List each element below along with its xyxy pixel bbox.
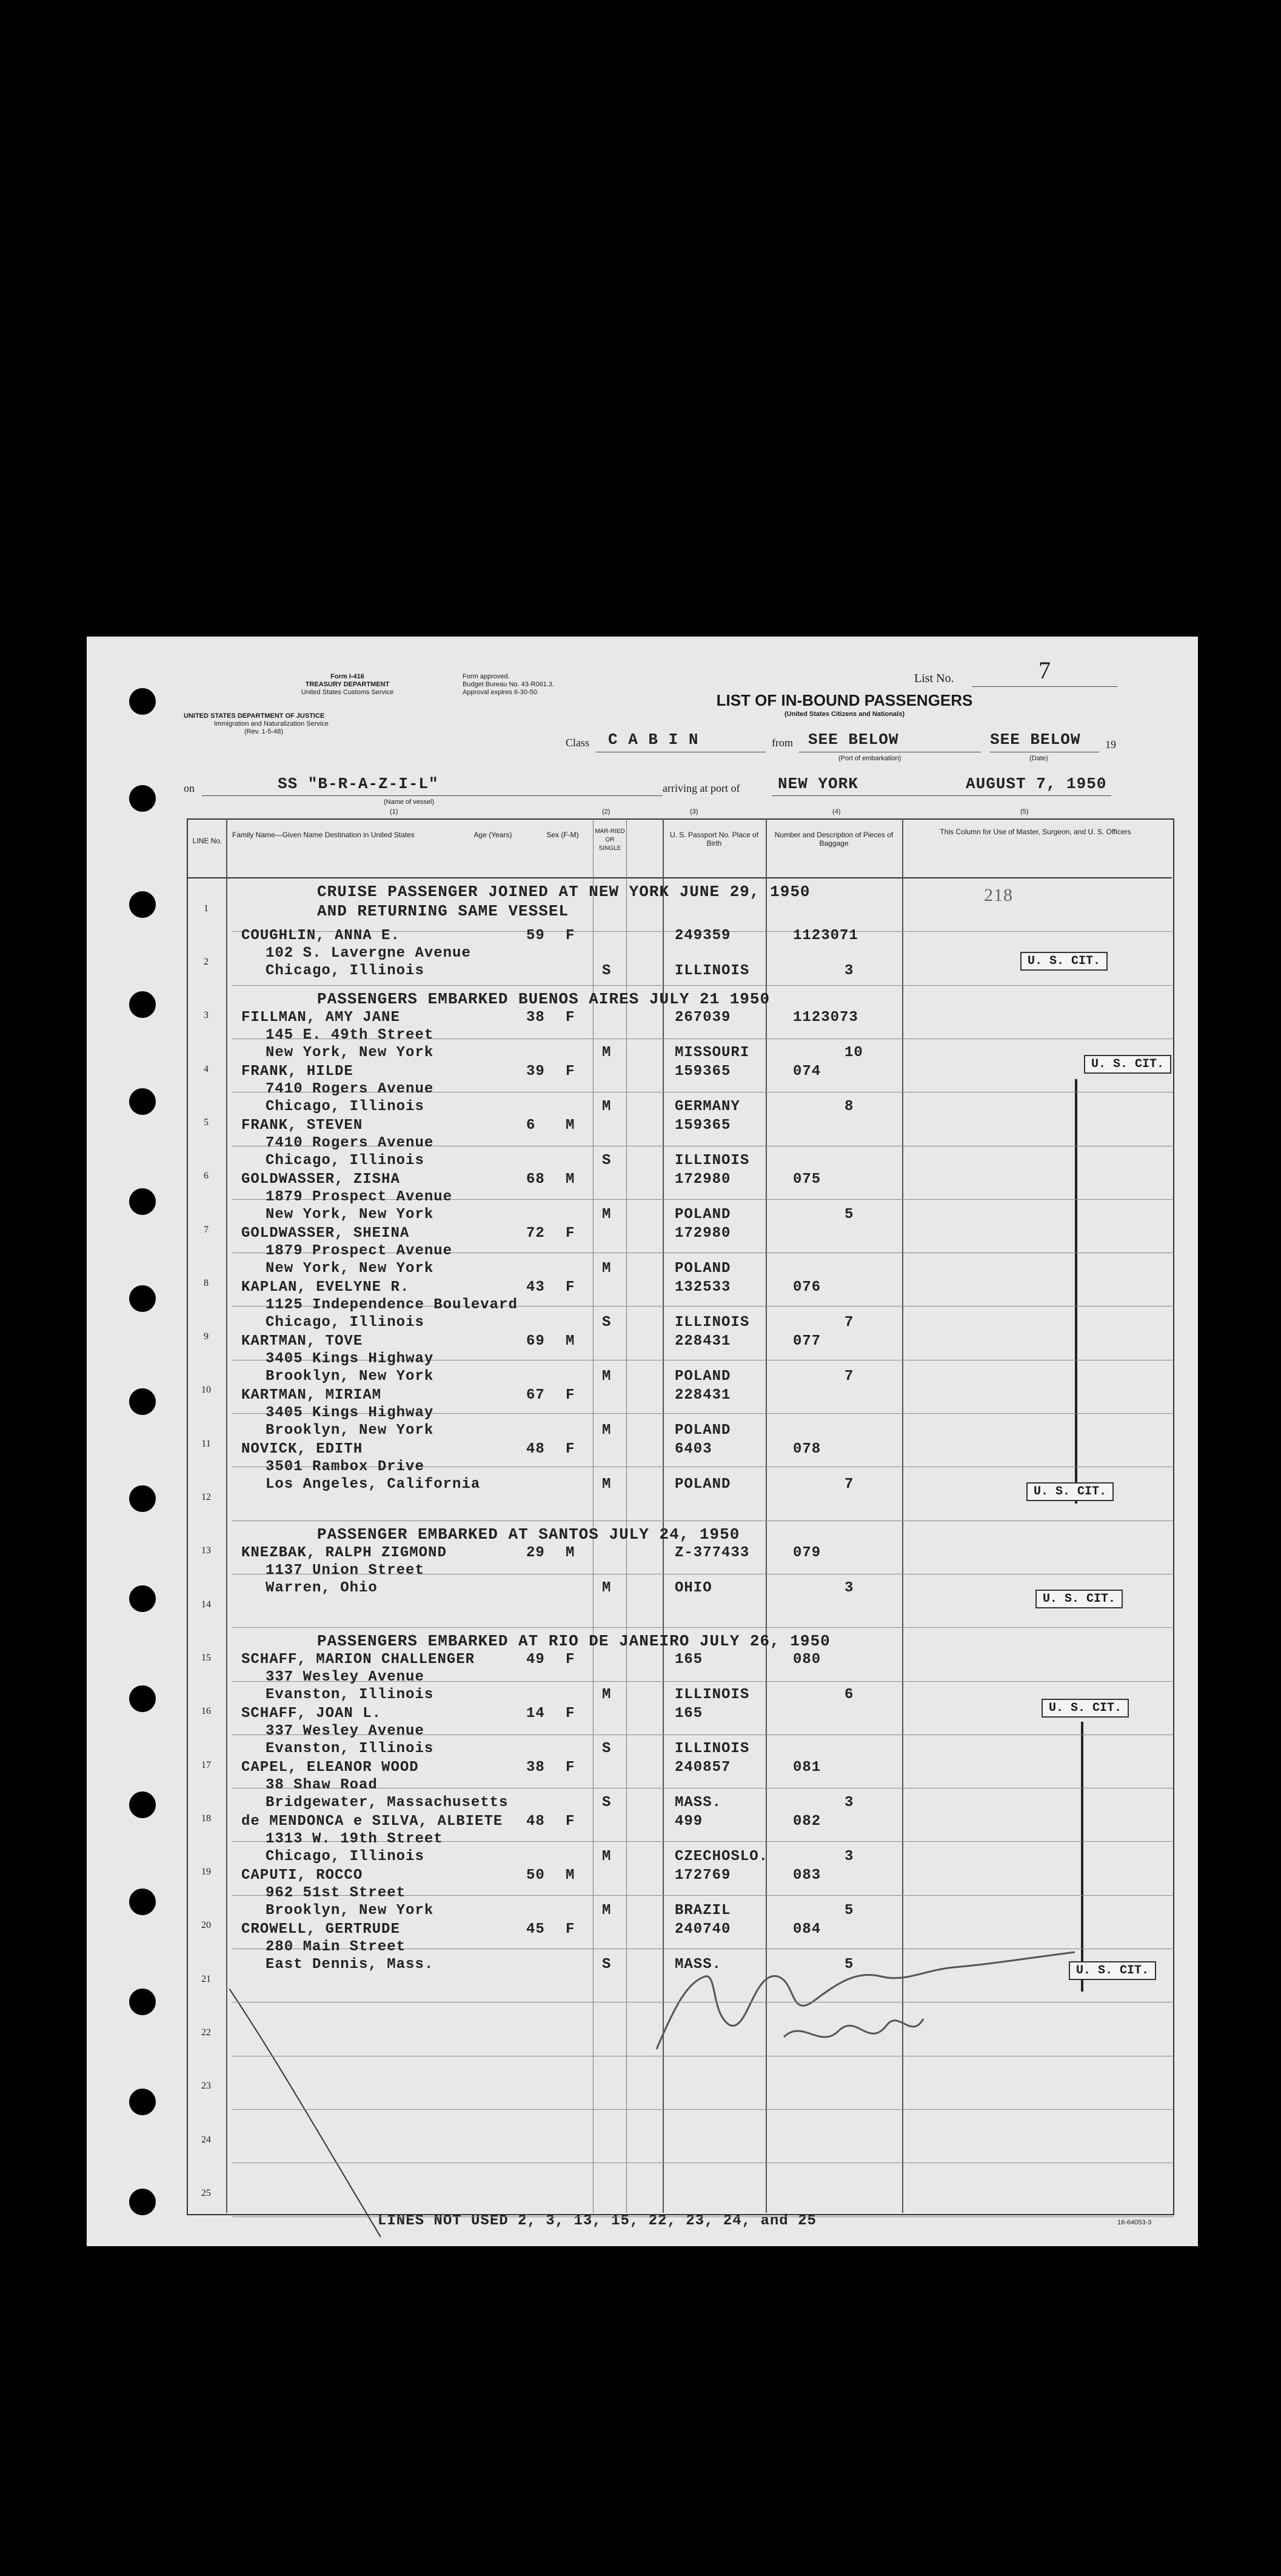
baggage-number: 083 [793, 1867, 821, 1884]
place-of-birth: OHIO [675, 1579, 712, 1596]
baggage-count: 3 [845, 1579, 854, 1596]
place-of-birth: POLAND [675, 1206, 731, 1223]
passport-number: 249359 [675, 928, 731, 944]
baggage-number: 078 [793, 1440, 821, 1457]
marital-status: S [602, 1956, 612, 1973]
baggage-number: 074 [793, 1063, 821, 1080]
passenger-address: 1879 Prospect Avenue [266, 1242, 453, 1259]
passenger-sex: F [566, 1759, 575, 1776]
passenger-sex: F [566, 1063, 575, 1080]
passport-number: 165 [675, 1651, 703, 1668]
col-num-2: (2) [602, 808, 610, 815]
line-number: 22 [201, 2027, 211, 2038]
marital-status: M [602, 1044, 612, 1061]
us-cit-stamp: U. S. CIT. [1042, 1699, 1129, 1718]
baggage-count: 3 [845, 963, 854, 979]
punch-hole [129, 1989, 156, 2015]
place-of-birth: ILLINOIS [675, 963, 750, 979]
passenger-name: KNEZBAK, RALPH ZIGMOND [241, 1544, 447, 1561]
section-header-sub: AND RETURNING SAME VESSEL [317, 902, 569, 920]
list-no-label: List No. [914, 672, 954, 685]
passenger-age: 72 [526, 1225, 545, 1242]
us-cit-stamp: U. S. CIT. [1020, 952, 1108, 971]
passenger-city: Bridgewater, Massachusetts [266, 1795, 509, 1812]
line-number: 14 [201, 1599, 211, 1610]
passenger-sex: M [566, 1171, 575, 1188]
manifest-page [87, 637, 1198, 2246]
passenger-name: FRANK, STEVEN [241, 1117, 363, 1134]
us-cit-stamp: U. S. CIT. [1069, 1961, 1156, 1980]
line-number: 2 [204, 957, 209, 968]
passenger-name: FRANK, HILDE [241, 1063, 353, 1080]
marital-status: M [602, 1687, 612, 1704]
place-of-birth: ILLINOIS [675, 1687, 750, 1704]
baggage-number: 082 [793, 1813, 821, 1830]
passenger-sex: F [566, 1009, 575, 1026]
line-number: 24 [201, 2134, 211, 2145]
page-subtitle: (United States Citizens and Nationals) [784, 711, 905, 718]
line-number: 25 [201, 2187, 211, 2198]
line-number: 10 [201, 1385, 211, 1396]
passenger-name: KARTMAN, TOVE [241, 1333, 363, 1350]
punch-hole [129, 1188, 156, 1215]
passport-number: 132533 [675, 1279, 731, 1296]
baggage-number: 084 [793, 1921, 821, 1938]
marital-status: M [602, 1902, 612, 1919]
punch-hole [129, 1585, 156, 1612]
baggage-number: 076 [793, 1279, 821, 1296]
passenger-sex: F [566, 1651, 575, 1668]
marital-status: S [602, 1152, 612, 1169]
passenger-name: COUGHLIN, ANNA E. [241, 928, 400, 944]
passenger-address: 7410 Rogers Avenue [266, 1134, 434, 1151]
passenger-age: 29 [526, 1544, 545, 1561]
us-cit-stamp: U. S. CIT. [1084, 1055, 1171, 1074]
passenger-sex: M [566, 1117, 575, 1134]
passenger-address: 38 Shaw Road [266, 1777, 378, 1794]
form-approved: Form approved. [463, 673, 510, 680]
baggage-number: 081 [793, 1759, 821, 1776]
col-line-no: LINE No. [192, 837, 222, 845]
passenger-age: 59 [526, 928, 545, 944]
col-num-1: (1) [390, 808, 398, 815]
punch-hole [129, 688, 156, 715]
passenger-sex: M [566, 1867, 575, 1884]
section-header: PASSENGERS EMBARKED BUENOS AIRES JULY 21 1950 [317, 989, 771, 1008]
passenger-sex: M [566, 1544, 575, 1561]
marital-status: S [602, 1795, 612, 1812]
place-of-birth: GERMANY [675, 1098, 740, 1115]
baggage-number: 080 [793, 1651, 821, 1668]
line-number: 13 [201, 1545, 211, 1556]
passenger-name: CAPUTI, ROCCO [241, 1867, 363, 1884]
passenger-sex: F [566, 928, 575, 944]
baggage-count: 10 [845, 1044, 863, 1061]
punch-hole [129, 1791, 156, 1818]
passenger-city: Chicago, Illinois [266, 963, 424, 979]
cruise-count: 218 [984, 885, 1013, 905]
passport-number: 267039 [675, 1009, 731, 1026]
passport-number: 165 [675, 1705, 703, 1722]
passenger-sex: F [566, 1387, 575, 1403]
passenger-age: 6 [526, 1117, 536, 1134]
passenger-address: 3405 Kings Highway [266, 1404, 434, 1421]
passenger-age: 48 [526, 1813, 545, 1830]
col-baggage: Number and Description of Pieces of Baggage [774, 831, 894, 848]
col-num-5: (5) [1020, 808, 1029, 815]
passenger-address: 337 Wesley Avenue [266, 1669, 424, 1686]
marital-status: S [602, 1314, 612, 1331]
date-caption: (Date) [1029, 755, 1048, 762]
col-sex: Sex (F-M) [546, 831, 579, 839]
passenger-address: 1879 Prospect Avenue [266, 1188, 453, 1205]
passenger-city: New York, New York [266, 1206, 434, 1223]
marital-status: M [602, 1422, 612, 1439]
baggage-count: 3 [845, 1848, 854, 1865]
col-official: This Column for Use of Master, Surgeon, and U. S. Officers [940, 828, 1131, 836]
passenger-sex: F [566, 1813, 575, 1830]
from-label: from [772, 737, 793, 749]
col-passport: U. S. Passport No. Place of Birth [669, 831, 759, 848]
line-number: 6 [204, 1171, 209, 1182]
place-of-birth: POLAND [675, 1422, 731, 1439]
customs-service: United States Customs Service [301, 689, 394, 696]
baggage-number: 075 [793, 1171, 821, 1188]
line-number: 20 [201, 1920, 211, 1931]
passenger-city: Chicago, Illinois [266, 1848, 424, 1865]
ins-heading: Immigration and Naturalization Service [214, 720, 329, 728]
marital-status: S [602, 1741, 612, 1758]
punch-hole [129, 2089, 156, 2115]
us-cit-stamp: U. S. CIT. [1026, 1482, 1114, 1501]
place-of-birth: ILLINOIS [675, 1152, 750, 1169]
passenger-age: 43 [526, 1279, 545, 1296]
passenger-address: 1313 W. 19th Street [266, 1831, 443, 1848]
punch-hole [129, 1889, 156, 1915]
passenger-age: 14 [526, 1705, 545, 1722]
from-value: SEE BELOW [808, 731, 899, 749]
passenger-sex: F [566, 1921, 575, 1938]
baggage-count: 6 [845, 1687, 854, 1704]
approval-expires: Approval expires 6-30-50. [463, 689, 539, 696]
passenger-age: 68 [526, 1171, 545, 1188]
passenger-age: 38 [526, 1759, 545, 1776]
passenger-city: Brooklyn, New York [266, 1422, 434, 1439]
marital-status: M [602, 1260, 612, 1277]
section-header: CRUISE PASSENGER JOINED AT NEW YORK JUNE 29, 1950 [317, 883, 811, 901]
passenger-city: Brooklyn, New York [266, 1902, 434, 1919]
passenger-city: Brooklyn, New York [266, 1368, 434, 1385]
line-number: 15 [201, 1652, 211, 1663]
page-title: LIST OF IN-BOUND PASSENGERS [716, 691, 973, 709]
passenger-city: Chicago, Illinois [266, 1098, 424, 1115]
diagonal-strike [229, 1989, 387, 2243]
marital-status: M [602, 1848, 612, 1865]
passport-number: 172769 [675, 1867, 731, 1884]
line-number: 12 [201, 1492, 211, 1503]
passenger-city: Chicago, Illinois [266, 1314, 424, 1331]
punch-hole [129, 1088, 156, 1115]
passenger-age: 67 [526, 1387, 545, 1403]
place-of-birth: MASS. [675, 1795, 722, 1812]
place-of-birth: MASS. [675, 1956, 722, 1973]
passenger-name: KAPLAN, EVELYNE R. [241, 1279, 410, 1296]
passenger-name: SCHAFF, MARION CHALLENGER [241, 1651, 475, 1668]
port-arrival: NEW YORK [778, 775, 858, 793]
line-number: 4 [204, 1063, 209, 1074]
passenger-name: CROWELL, GERTRUDE [241, 1921, 400, 1938]
passenger-name: CAPEL, ELEANOR WOOD [241, 1759, 419, 1776]
passenger-city: Evanston, Illinois [266, 1741, 434, 1758]
passenger-name: de MENDONCA e SILVA, ALBIETE [241, 1813, 503, 1830]
line-number: 3 [204, 1010, 209, 1021]
passport-number: 499 [675, 1813, 703, 1830]
row-divider [232, 985, 1174, 986]
passenger-age: 39 [526, 1063, 545, 1080]
passenger-age: 48 [526, 1440, 545, 1457]
passenger-sex: M [566, 1333, 575, 1350]
arrival-date: AUGUST 7, 1950 [966, 775, 1107, 793]
baggage-count: 8 [845, 1098, 854, 1115]
doj-heading: UNITED STATES DEPARTMENT OF JUSTICE [184, 712, 325, 720]
baggage-count: 7 [845, 1476, 854, 1493]
marital-status: M [602, 1098, 612, 1115]
section-header: PASSENGER EMBARKED AT SANTOS JULY 24, 1950 [317, 1525, 740, 1544]
baggage-count: 7 [845, 1368, 854, 1385]
passenger-age: 45 [526, 1921, 545, 1938]
marital-status: M [602, 1368, 612, 1385]
port-embark-caption: (Port of embarkation) [838, 755, 901, 762]
lines-not-used: LINES NOT USED 2, 3, 13, 15, 22, 23, 24, and 25 [378, 2213, 817, 2229]
place-of-birth: POLAND [675, 1476, 731, 1493]
passport-number: 172980 [675, 1171, 731, 1188]
baggage-number: 079 [793, 1544, 821, 1561]
passenger-name: NOVICK, EDITH [241, 1440, 363, 1457]
place-of-birth: BRAZIL [675, 1902, 731, 1919]
passenger-city: Chicago, Illinois [266, 1152, 424, 1169]
passport-number: 159365 [675, 1063, 731, 1080]
marital-status: M [602, 1579, 612, 1596]
col-name: Family Name—Given Name Destination in United States [232, 831, 415, 839]
line-number: 5 [204, 1117, 209, 1128]
place-of-birth: POLAND [675, 1368, 731, 1385]
marital-status: M [602, 1206, 612, 1223]
baggage-count: 5 [845, 1902, 854, 1919]
arriving-label: arriving at port of [663, 782, 740, 794]
punch-hole [129, 785, 156, 812]
passport-number: 159365 [675, 1117, 731, 1134]
place-of-birth: CZECHOSLO. [675, 1848, 769, 1865]
punch-hole [129, 991, 156, 1018]
baggage-count: 7 [845, 1314, 854, 1331]
class-value: C A B I N [608, 731, 699, 749]
line-number: 18 [201, 1813, 211, 1824]
line-number: 23 [201, 2081, 211, 2092]
line-number: 9 [204, 1331, 209, 1342]
list-number: 7 [1039, 657, 1051, 684]
class-label: Class [566, 737, 590, 749]
punch-hole [129, 2189, 156, 2215]
section-header: PASSENGERS EMBARKED AT RIO DE JANEIRO JULY 26, 1950 [317, 1632, 831, 1651]
passenger-city: Los Angeles, California [266, 1476, 481, 1493]
vessel-caption: (Name of vessel) [384, 798, 435, 806]
officer-signature [638, 1934, 1099, 2073]
line-number: 1 [204, 903, 209, 914]
passport-number: 228431 [675, 1333, 731, 1350]
date-value: SEE BELOW [990, 731, 1081, 749]
passenger-name: SCHAFF, JOAN L. [241, 1705, 382, 1722]
passenger-address: 3405 Kings Highway [266, 1350, 434, 1367]
place-of-birth: POLAND [675, 1260, 731, 1277]
passport-number: 172980 [675, 1225, 731, 1242]
revision: (Rev. 1-5-48) [244, 728, 283, 735]
punch-hole [129, 1285, 156, 1312]
passenger-city: East Dennis, Mass. [266, 1956, 434, 1973]
passenger-address: 280 Main Street [266, 1939, 406, 1956]
col-num-3: (3) [690, 808, 698, 815]
passenger-city: Evanston, Illinois [266, 1687, 434, 1704]
punch-hole [129, 1388, 156, 1415]
punch-hole [129, 1485, 156, 1512]
col-num-4: (4) [832, 808, 841, 815]
line-number: 17 [201, 1759, 211, 1770]
passenger-name: GOLDWASSER, SHEINA [241, 1225, 410, 1242]
on-label: on [184, 782, 195, 794]
passenger-age: 38 [526, 1009, 545, 1026]
place-of-birth: ILLINOIS [675, 1314, 750, 1331]
passenger-name: GOLDWASSER, ZISHA [241, 1171, 400, 1188]
passenger-city: New York, New York [266, 1260, 434, 1277]
marital-status: S [602, 963, 612, 979]
passenger-sex: F [566, 1279, 575, 1296]
passenger-address: 145 E. 49th Street [266, 1026, 434, 1043]
punch-hole [129, 891, 156, 918]
line-number: 16 [201, 1706, 211, 1717]
punch-hole [129, 1685, 156, 1712]
us-cit-stamp: U. S. CIT. [1035, 1590, 1123, 1608]
passenger-age: 50 [526, 1867, 545, 1884]
baggage-number: 1123071 [793, 928, 858, 944]
passport-number: Z-377433 [675, 1544, 750, 1561]
place-of-birth: MISSOURI [675, 1044, 750, 1061]
passenger-city: Warren, Ohio [266, 1579, 378, 1596]
passenger-address: 337 Wesley Avenue [266, 1723, 424, 1740]
passenger-sex: F [566, 1705, 575, 1722]
passenger-city: New York, New York [266, 1044, 434, 1061]
baggage-count: 3 [845, 1795, 854, 1812]
passenger-sex: F [566, 1440, 575, 1457]
budget-bureau: Budget Bureau No. 43-R061.3. [463, 681, 555, 688]
marital-status: M [602, 1476, 612, 1493]
place-of-birth: ILLINOIS [675, 1741, 750, 1758]
passenger-address: 3501 Rambox Drive [266, 1458, 424, 1475]
passenger-address: 7410 Rogers Avenue [266, 1080, 434, 1097]
passenger-sex: F [566, 1225, 575, 1242]
row-divider [232, 2109, 1174, 2110]
col-age: Age (Years) [473, 831, 512, 839]
passport-number: 6403 [675, 1440, 712, 1457]
year-suffix: 19 [1105, 738, 1116, 751]
passenger-address: 1125 Independence Boulevard [266, 1296, 518, 1313]
line-number: 19 [201, 1867, 211, 1878]
passenger-address: 102 S. Lavergne Avenue [266, 945, 471, 962]
passport-number: 228431 [675, 1387, 731, 1403]
line-number: 7 [204, 1224, 209, 1235]
passenger-address: 1137 Union Street [266, 1562, 424, 1579]
baggage-number: 077 [793, 1333, 821, 1350]
line-number: 21 [201, 1973, 211, 1984]
passenger-name: KARTMAN, MIRIAM [241, 1387, 382, 1403]
row-divider [232, 1627, 1174, 1628]
form-code: 16-64053-3 [1117, 2219, 1152, 2226]
baggage-count: 5 [845, 1206, 854, 1223]
passenger-age: 69 [526, 1333, 545, 1350]
baggage-number: 1123073 [793, 1009, 858, 1026]
baggage-count: 5 [845, 1956, 854, 1973]
passenger-age: 49 [526, 1651, 545, 1668]
col-married: MAR-RIED OR SINGLE [595, 828, 625, 852]
passenger-name: FILLMAN, AMY JANE [241, 1009, 400, 1026]
passport-number: 240740 [675, 1921, 731, 1938]
treasury-dept: TREASURY DEPARTMENT [305, 681, 390, 688]
row-divider [232, 2216, 1174, 2217]
passenger-address: 962 51st Street [266, 1885, 406, 1902]
passport-number: 240857 [675, 1759, 731, 1776]
vessel-name: SS "B-R-A-Z-I-L" [278, 775, 439, 793]
line-number: 8 [204, 1277, 209, 1288]
form-number: Form I-416 [330, 673, 364, 680]
line-number: 11 [201, 1438, 211, 1449]
